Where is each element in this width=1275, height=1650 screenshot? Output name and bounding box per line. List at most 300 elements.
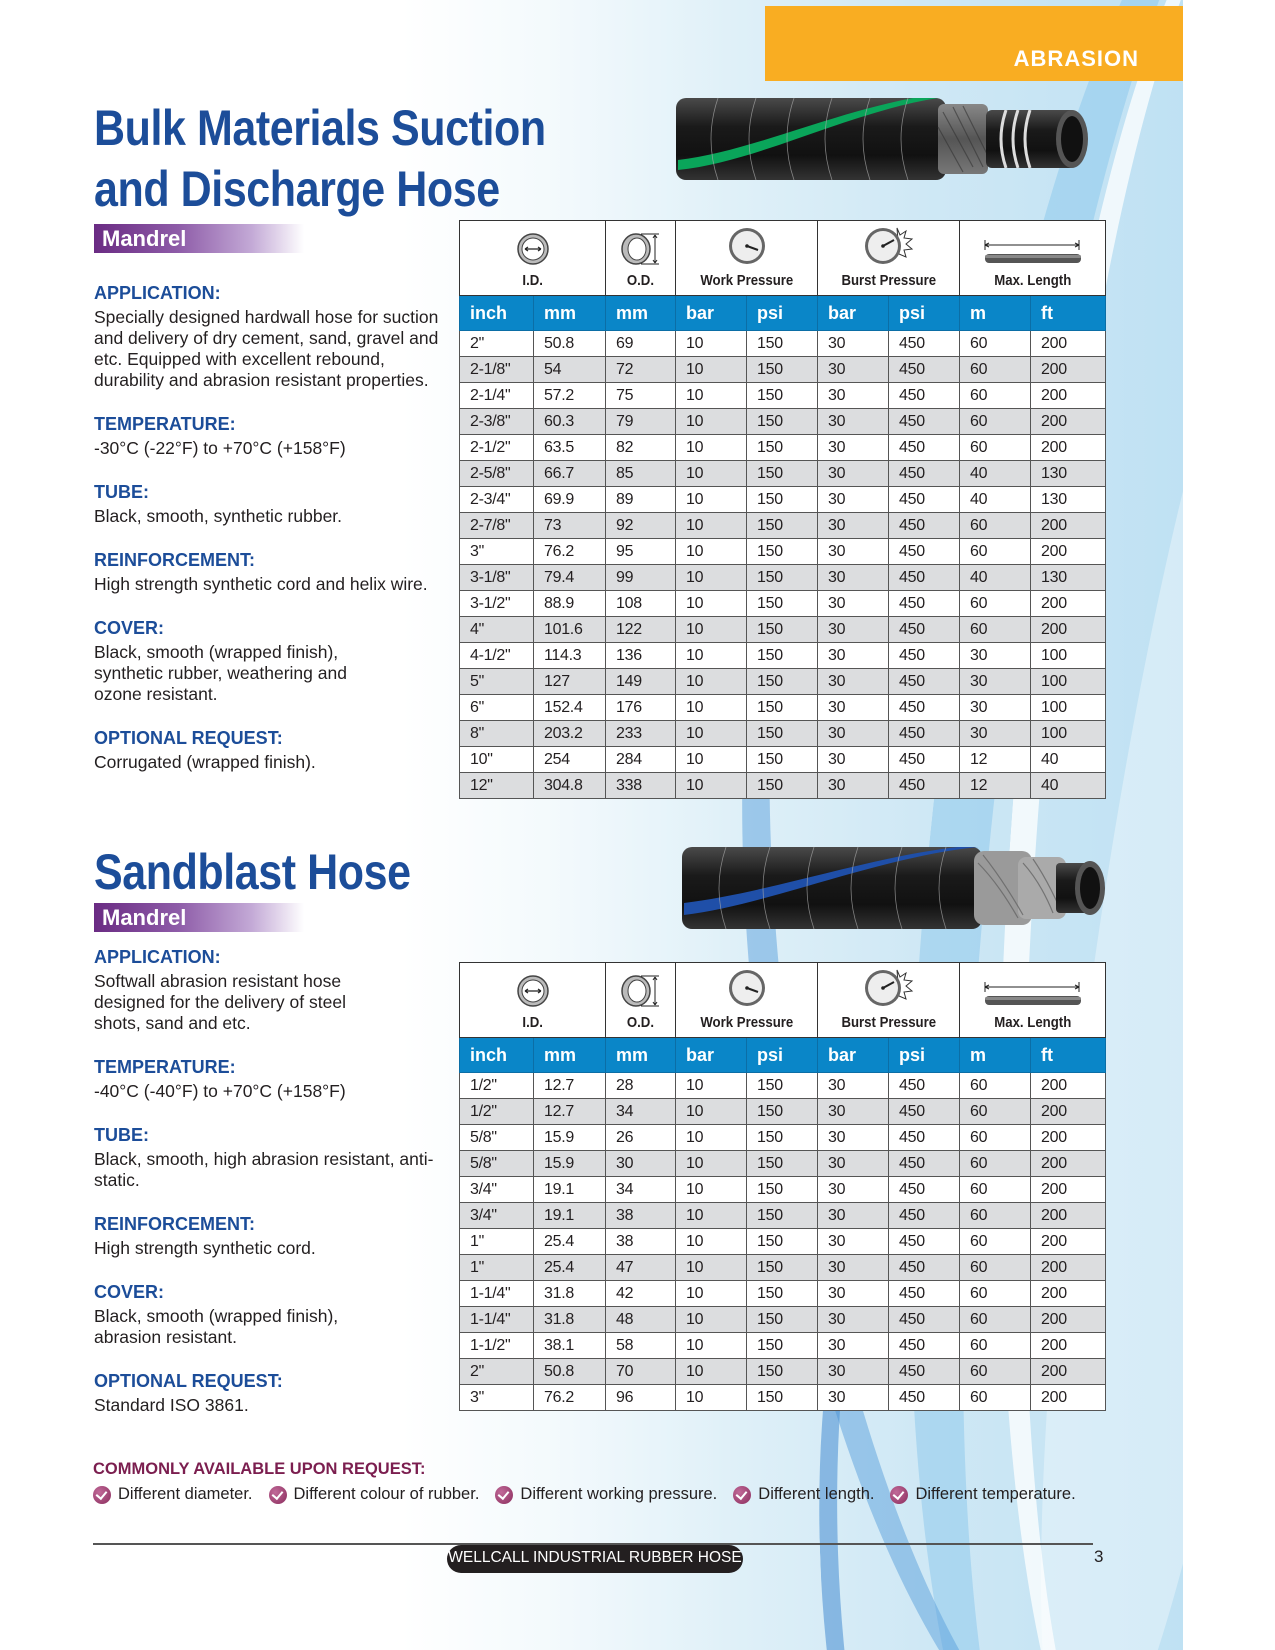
table-cell: 30 (818, 695, 889, 721)
table-cell: 10 (676, 643, 747, 669)
table-cell: 1" (460, 1229, 534, 1255)
table-cell: 30 (818, 1073, 889, 1099)
check-icon (890, 1486, 908, 1504)
table-cell: 200 (1031, 331, 1106, 357)
unit-header: psi (747, 1038, 818, 1073)
product-specs (94, 282, 454, 795)
table-cell: 10 (676, 461, 747, 487)
table-cell: 38 (606, 1203, 676, 1229)
table-cell: 3/4" (460, 1177, 534, 1203)
table-cell: 150 (747, 1177, 818, 1203)
table-cell: 30 (818, 1255, 889, 1281)
table-body (460, 331, 1106, 799)
unit-header: m (960, 296, 1031, 331)
table-cell: 60 (960, 1099, 1031, 1125)
table-cell: 100 (1031, 669, 1106, 695)
table-cell: 200 (1031, 1177, 1106, 1203)
table-cell: 108 (606, 591, 676, 617)
table-cell: 150 (747, 487, 818, 513)
table-cell: 10 (676, 1307, 747, 1333)
table-cell: 10 (676, 1177, 747, 1203)
table-cell: 30 (960, 669, 1031, 695)
table-cell: 30 (818, 1385, 889, 1411)
table-row (460, 331, 1106, 357)
table-cell: 1/2" (460, 1099, 534, 1125)
table-cell: 200 (1031, 409, 1106, 435)
header-label: Work Pressure (700, 272, 793, 289)
category-banner: ABRASION (765, 6, 1183, 81)
table-cell: 100 (1031, 643, 1106, 669)
table-cell: 60 (960, 357, 1031, 383)
spec-text-tube: Black, smooth, high abrasion resistant, anti-static. (94, 1149, 434, 1190)
header-label: Burst Pressure (841, 272, 936, 289)
table-cell: 2-3/4" (460, 487, 534, 513)
product-title (94, 98, 546, 220)
table-cell: 450 (889, 1307, 960, 1333)
table-cell: 70 (606, 1359, 676, 1385)
table-cell: 450 (889, 669, 960, 695)
unit-header: mm (606, 296, 676, 331)
table-cell: 73 (534, 513, 606, 539)
table-cell: 150 (747, 1229, 818, 1255)
unit-header: inch (460, 296, 534, 331)
table-cell: 60.3 (534, 409, 606, 435)
table-cell: 3/4" (460, 1203, 534, 1229)
unit-header: psi (889, 1038, 960, 1073)
table-row (460, 695, 1106, 721)
table-cell: 30 (818, 461, 889, 487)
table-cell: 2-1/4" (460, 383, 534, 409)
table-cell: 450 (889, 539, 960, 565)
header-label: O.D. (626, 1014, 655, 1031)
table-cell: 176 (606, 695, 676, 721)
table-cell: 1-1/2" (460, 1333, 534, 1359)
spec-text-temperature: -40°C (-40°F) to +70°C (+158°F) (94, 1081, 346, 1101)
table-cell: 10 (676, 591, 747, 617)
table-row (460, 565, 1106, 591)
request-item (93, 1485, 253, 1504)
request-item (495, 1485, 717, 1504)
inner-diameter-icon (516, 232, 550, 266)
table-cell: 304.8 (534, 773, 606, 799)
table-cell: 150 (747, 1073, 818, 1099)
table-cell: 200 (1031, 1151, 1106, 1177)
unit-header: bar (818, 1038, 889, 1073)
page-number: 3 (1094, 1547, 1104, 1566)
table-cell: 450 (889, 695, 960, 721)
table-cell: 1-1/4" (460, 1281, 534, 1307)
table-cell: 30 (818, 669, 889, 695)
product-specs (94, 946, 454, 1438)
outer-diameter-icon (619, 232, 663, 266)
table-cell: 10 (676, 383, 747, 409)
table-cell: 10 (676, 695, 747, 721)
request-item (269, 1485, 480, 1504)
table-cell: 136 (606, 643, 676, 669)
table-cell: 450 (889, 409, 960, 435)
table-cell: 150 (747, 435, 818, 461)
table-cell: 450 (889, 1125, 960, 1151)
table-cell: 34 (606, 1099, 676, 1125)
table-cell: 40 (1031, 773, 1106, 799)
table-cell: 60 (960, 1385, 1031, 1411)
table-cell: 150 (747, 1099, 818, 1125)
table-row (460, 1359, 1106, 1385)
table-cell: 3" (460, 1385, 534, 1411)
table-cell: 4" (460, 617, 534, 643)
spec-text-cover: Black, smooth (wrapped finish), abrasion resistant. (94, 1306, 339, 1347)
table-cell: 26 (606, 1125, 676, 1151)
table-cell: 149 (606, 669, 676, 695)
table-cell: 450 (889, 721, 960, 747)
burst-gauge-icon (863, 224, 915, 266)
sandblast-hose-image (678, 843, 1108, 933)
table-cell: 200 (1031, 1099, 1106, 1125)
table-row (460, 1385, 1106, 1411)
table-cell: 2" (460, 331, 534, 357)
table-cell: 40 (1031, 747, 1106, 773)
table-cell: 30 (818, 565, 889, 591)
table-cell: 60 (960, 1281, 1031, 1307)
table-cell: 12" (460, 773, 534, 799)
table-cell: 30 (960, 721, 1031, 747)
table-cell: 200 (1031, 1125, 1106, 1151)
table-cell: 76.2 (534, 1385, 606, 1411)
inner-diameter-icon (516, 974, 550, 1008)
table-cell: 10 (676, 1281, 747, 1307)
table-cell: 10 (676, 1229, 747, 1255)
request-item-label: Different temperature. (915, 1485, 1076, 1503)
unit-header: mm (534, 296, 606, 331)
spec-text-application: Specially designed hardwall hose for suction and delivery of dry cement, sand, gravel and etc. Equipped with excellent rebound, durability and abrasion resistant properties. (94, 307, 439, 390)
table-cell: 60 (960, 1125, 1031, 1151)
table-cell: 152.4 (534, 695, 606, 721)
spec-label-cover: COVER: (94, 618, 165, 638)
table-row (460, 513, 1106, 539)
table-cell: 150 (747, 643, 818, 669)
table-cell: 200 (1031, 1359, 1106, 1385)
table-cell: 233 (606, 721, 676, 747)
header-label: Burst Pressure (841, 1014, 936, 1031)
unit-header: psi (747, 296, 818, 331)
table-cell: 79.4 (534, 565, 606, 591)
table-cell: 3-1/2" (460, 591, 534, 617)
table-cell: 200 (1031, 1307, 1106, 1333)
spec-text-tube: Black, smooth, synthetic rubber. (94, 506, 343, 526)
table-cell: 100 (1031, 721, 1106, 747)
table-cell: 30 (818, 357, 889, 383)
table-unit-header-row (460, 296, 1106, 331)
table-cell: 60 (960, 1151, 1031, 1177)
table-row (460, 539, 1106, 565)
table-cell: 10 (676, 1203, 747, 1229)
header-label: I.D. (522, 1014, 543, 1031)
table-cell: 40 (960, 565, 1031, 591)
table-row (460, 409, 1106, 435)
spec-label-cover: COVER: (94, 1282, 165, 1302)
table-cell: 200 (1031, 1203, 1106, 1229)
table-cell: 10 (676, 747, 747, 773)
table-cell: 60 (960, 409, 1031, 435)
table-cell: 450 (889, 773, 960, 799)
table-cell: 57.2 (534, 383, 606, 409)
spec-table-sandblast (459, 962, 1106, 1411)
spec-label-application: APPLICATION: (94, 947, 221, 967)
table-cell: 150 (747, 539, 818, 565)
pressure-gauge-icon (727, 226, 767, 266)
table-row (460, 1177, 1106, 1203)
table-cell: 30 (818, 1307, 889, 1333)
table-cell: 30 (818, 1151, 889, 1177)
product-title-line-1: Bulk Materials Suction (94, 100, 546, 156)
table-cell: 450 (889, 1359, 960, 1385)
check-icon (93, 1486, 111, 1504)
table-cell: 10 (676, 1255, 747, 1281)
spec-label-temperature: TEMPERATURE: (94, 414, 236, 434)
table-cell: 85 (606, 461, 676, 487)
table-cell: 30 (818, 591, 889, 617)
request-item-label: Different length. (758, 1485, 875, 1503)
table-cell: 72 (606, 357, 676, 383)
table-cell: 10 (676, 721, 747, 747)
spec-label-temperature: TEMPERATURE: (94, 1057, 236, 1077)
table-cell: 69.9 (534, 487, 606, 513)
mandrel-badge: Mandrel (94, 903, 304, 932)
table-cell: 58 (606, 1333, 676, 1359)
table-row (460, 1307, 1106, 1333)
hose-length-icon (983, 238, 1083, 266)
mandrel-badge: Mandrel (94, 224, 304, 253)
table-cell: 75 (606, 383, 676, 409)
table-cell: 10 (676, 1151, 747, 1177)
table-row (460, 383, 1106, 409)
spec-label-reinforcement: REINFORCEMENT: (94, 1214, 255, 1234)
table-cell: 30 (818, 1177, 889, 1203)
table-cell: 150 (747, 1125, 818, 1151)
check-icon (269, 1486, 287, 1504)
table-cell: 203.2 (534, 721, 606, 747)
table-cell: 450 (889, 1385, 960, 1411)
table-cell: 60 (960, 617, 1031, 643)
table-cell: 63.5 (534, 435, 606, 461)
table-cell: 150 (747, 1203, 818, 1229)
request-item-label: Different diameter. (118, 1485, 253, 1503)
table-cell: 95 (606, 539, 676, 565)
table-cell: 200 (1031, 1385, 1106, 1411)
table-cell: 30 (818, 409, 889, 435)
table-cell: 60 (960, 513, 1031, 539)
table-row (460, 721, 1106, 747)
table-cell: 30 (818, 1281, 889, 1307)
table-cell: 200 (1031, 1281, 1106, 1307)
table-cell: 5" (460, 669, 534, 695)
request-item-label: Different working pressure. (520, 1485, 718, 1503)
header-od (606, 221, 676, 296)
common-requests (93, 1460, 1076, 1504)
table-cell: 5/8" (460, 1151, 534, 1177)
table-cell: 60 (960, 1203, 1031, 1229)
table-cell: 450 (889, 617, 960, 643)
header-work-pressure (676, 963, 818, 1038)
table-cell: 150 (747, 331, 818, 357)
table-cell: 150 (747, 513, 818, 539)
table-cell: 10 (676, 1099, 747, 1125)
unit-header: mm (606, 1038, 676, 1073)
spec-table-bulk-materials (459, 220, 1106, 799)
request-item (890, 1485, 1075, 1504)
table-cell: 79 (606, 409, 676, 435)
table-cell: 2-5/8" (460, 461, 534, 487)
table-row (460, 1099, 1106, 1125)
table-cell: 200 (1031, 435, 1106, 461)
table-cell: 150 (747, 383, 818, 409)
table-cell: 50.8 (534, 331, 606, 357)
table-cell: 38.1 (534, 1333, 606, 1359)
spec-label-application: APPLICATION: (94, 283, 221, 303)
spec-label-reinforcement: REINFORCEMENT: (94, 550, 255, 570)
table-cell: 100 (1031, 695, 1106, 721)
table-cell: 12.7 (534, 1099, 606, 1125)
table-cell: 10 (676, 773, 747, 799)
table-cell: 60 (960, 1073, 1031, 1099)
table-row (460, 1255, 1106, 1281)
table-cell: 8" (460, 721, 534, 747)
table-cell: 30 (818, 539, 889, 565)
table-cell: 150 (747, 773, 818, 799)
table-cell: 12.7 (534, 1073, 606, 1099)
table-cell: 10 (676, 1385, 747, 1411)
spec-text-application: Softwall abrasion resistant hose designed for the delivery of steel shots, sand and etc. (94, 971, 346, 1033)
table-cell: 450 (889, 513, 960, 539)
header-label: O.D. (626, 272, 655, 289)
table-cell: 150 (747, 1307, 818, 1333)
table-cell: 127 (534, 669, 606, 695)
table-row (460, 1151, 1106, 1177)
table-cell: 96 (606, 1385, 676, 1411)
table-row (460, 435, 1106, 461)
table-cell: 60 (960, 539, 1031, 565)
table-row (460, 773, 1106, 799)
table-cell: 19.1 (534, 1177, 606, 1203)
table-cell: 200 (1031, 1229, 1106, 1255)
table-cell: 101.6 (534, 617, 606, 643)
table-cell: 76.2 (534, 539, 606, 565)
table-cell: 150 (747, 1151, 818, 1177)
table-cell: 10 (676, 539, 747, 565)
footer-brand: WELLCALL INDUSTRIAL RUBBER HOSE (447, 1545, 743, 1573)
header-label: Max. Length (994, 1014, 1072, 1031)
table-cell: 450 (889, 461, 960, 487)
table-cell: 6" (460, 695, 534, 721)
table-cell: 450 (889, 1203, 960, 1229)
common-requests-list (93, 1485, 1076, 1504)
spec-text-optional-request: Standard ISO 3861. (94, 1395, 249, 1415)
table-cell: 150 (747, 1385, 818, 1411)
common-requests-heading: COMMONLY AVAILABLE UPON REQUEST: (93, 1460, 426, 1478)
table-cell: 1-1/4" (460, 1307, 534, 1333)
request-item (733, 1485, 874, 1504)
check-icon (495, 1486, 513, 1504)
table-cell: 130 (1031, 565, 1106, 591)
table-cell: 42 (606, 1281, 676, 1307)
table-cell: 150 (747, 1359, 818, 1385)
table-cell: 200 (1031, 1333, 1106, 1359)
table-cell: 30 (818, 1229, 889, 1255)
table-cell: 60 (960, 1333, 1031, 1359)
table-cell: 450 (889, 1255, 960, 1281)
table-cell: 30 (818, 773, 889, 799)
product-title-line-2: and Discharge Hose (94, 161, 500, 217)
table-cell: 450 (889, 1177, 960, 1203)
table-row (460, 1333, 1106, 1359)
table-cell: 60 (960, 591, 1031, 617)
header-id (460, 963, 606, 1038)
table-cell: 450 (889, 1151, 960, 1177)
table-cell: 60 (960, 1359, 1031, 1385)
spec-text-optional-request: Corrugated (wrapped finish). (94, 752, 316, 772)
table-cell: 284 (606, 747, 676, 773)
table-row (460, 461, 1106, 487)
table-cell: 15.9 (534, 1125, 606, 1151)
table-cell: 69 (606, 331, 676, 357)
table-cell: 150 (747, 1281, 818, 1307)
table-cell: 130 (1031, 461, 1106, 487)
table-cell: 450 (889, 1073, 960, 1099)
table-cell: 150 (747, 357, 818, 383)
table-cell: 30 (818, 331, 889, 357)
table-cell: 60 (960, 383, 1031, 409)
table-cell: 10 (676, 669, 747, 695)
table-row (460, 357, 1106, 383)
unit-header: bar (818, 296, 889, 331)
table-cell: 2-1/2" (460, 435, 534, 461)
table-cell: 4-1/2" (460, 643, 534, 669)
table-cell: 150 (747, 1333, 818, 1359)
table-cell: 450 (889, 1099, 960, 1125)
table-cell: 25.4 (534, 1255, 606, 1281)
table-cell: 3" (460, 539, 534, 565)
table-row (460, 669, 1106, 695)
header-label: Max. Length (994, 272, 1072, 289)
table-cell: 60 (960, 435, 1031, 461)
table-cell: 30 (818, 513, 889, 539)
header-max-length (960, 963, 1106, 1038)
table-row (460, 487, 1106, 513)
table-cell: 150 (747, 409, 818, 435)
header-od (606, 963, 676, 1038)
table-cell: 89 (606, 487, 676, 513)
unit-header: psi (889, 296, 960, 331)
header-label: Work Pressure (700, 1014, 793, 1031)
unit-header: ft (1031, 1038, 1106, 1073)
table-cell: 30 (818, 487, 889, 513)
table-cell: 40 (960, 461, 1031, 487)
product-title (94, 842, 411, 903)
table-cell: 200 (1031, 539, 1106, 565)
table-cell: 450 (889, 383, 960, 409)
table-cell: 25.4 (534, 1229, 606, 1255)
table-cell: 450 (889, 565, 960, 591)
table-cell: 60 (960, 1255, 1031, 1281)
spec-label-optional-request: OPTIONAL REQUEST: (94, 1371, 283, 1391)
table-cell: 88.9 (534, 591, 606, 617)
table-cell: 150 (747, 747, 818, 773)
table-row (460, 1229, 1106, 1255)
table-cell: 92 (606, 513, 676, 539)
table-row (460, 643, 1106, 669)
hardwall-hose-image (668, 92, 1098, 187)
table-cell: 1/2" (460, 1073, 534, 1099)
